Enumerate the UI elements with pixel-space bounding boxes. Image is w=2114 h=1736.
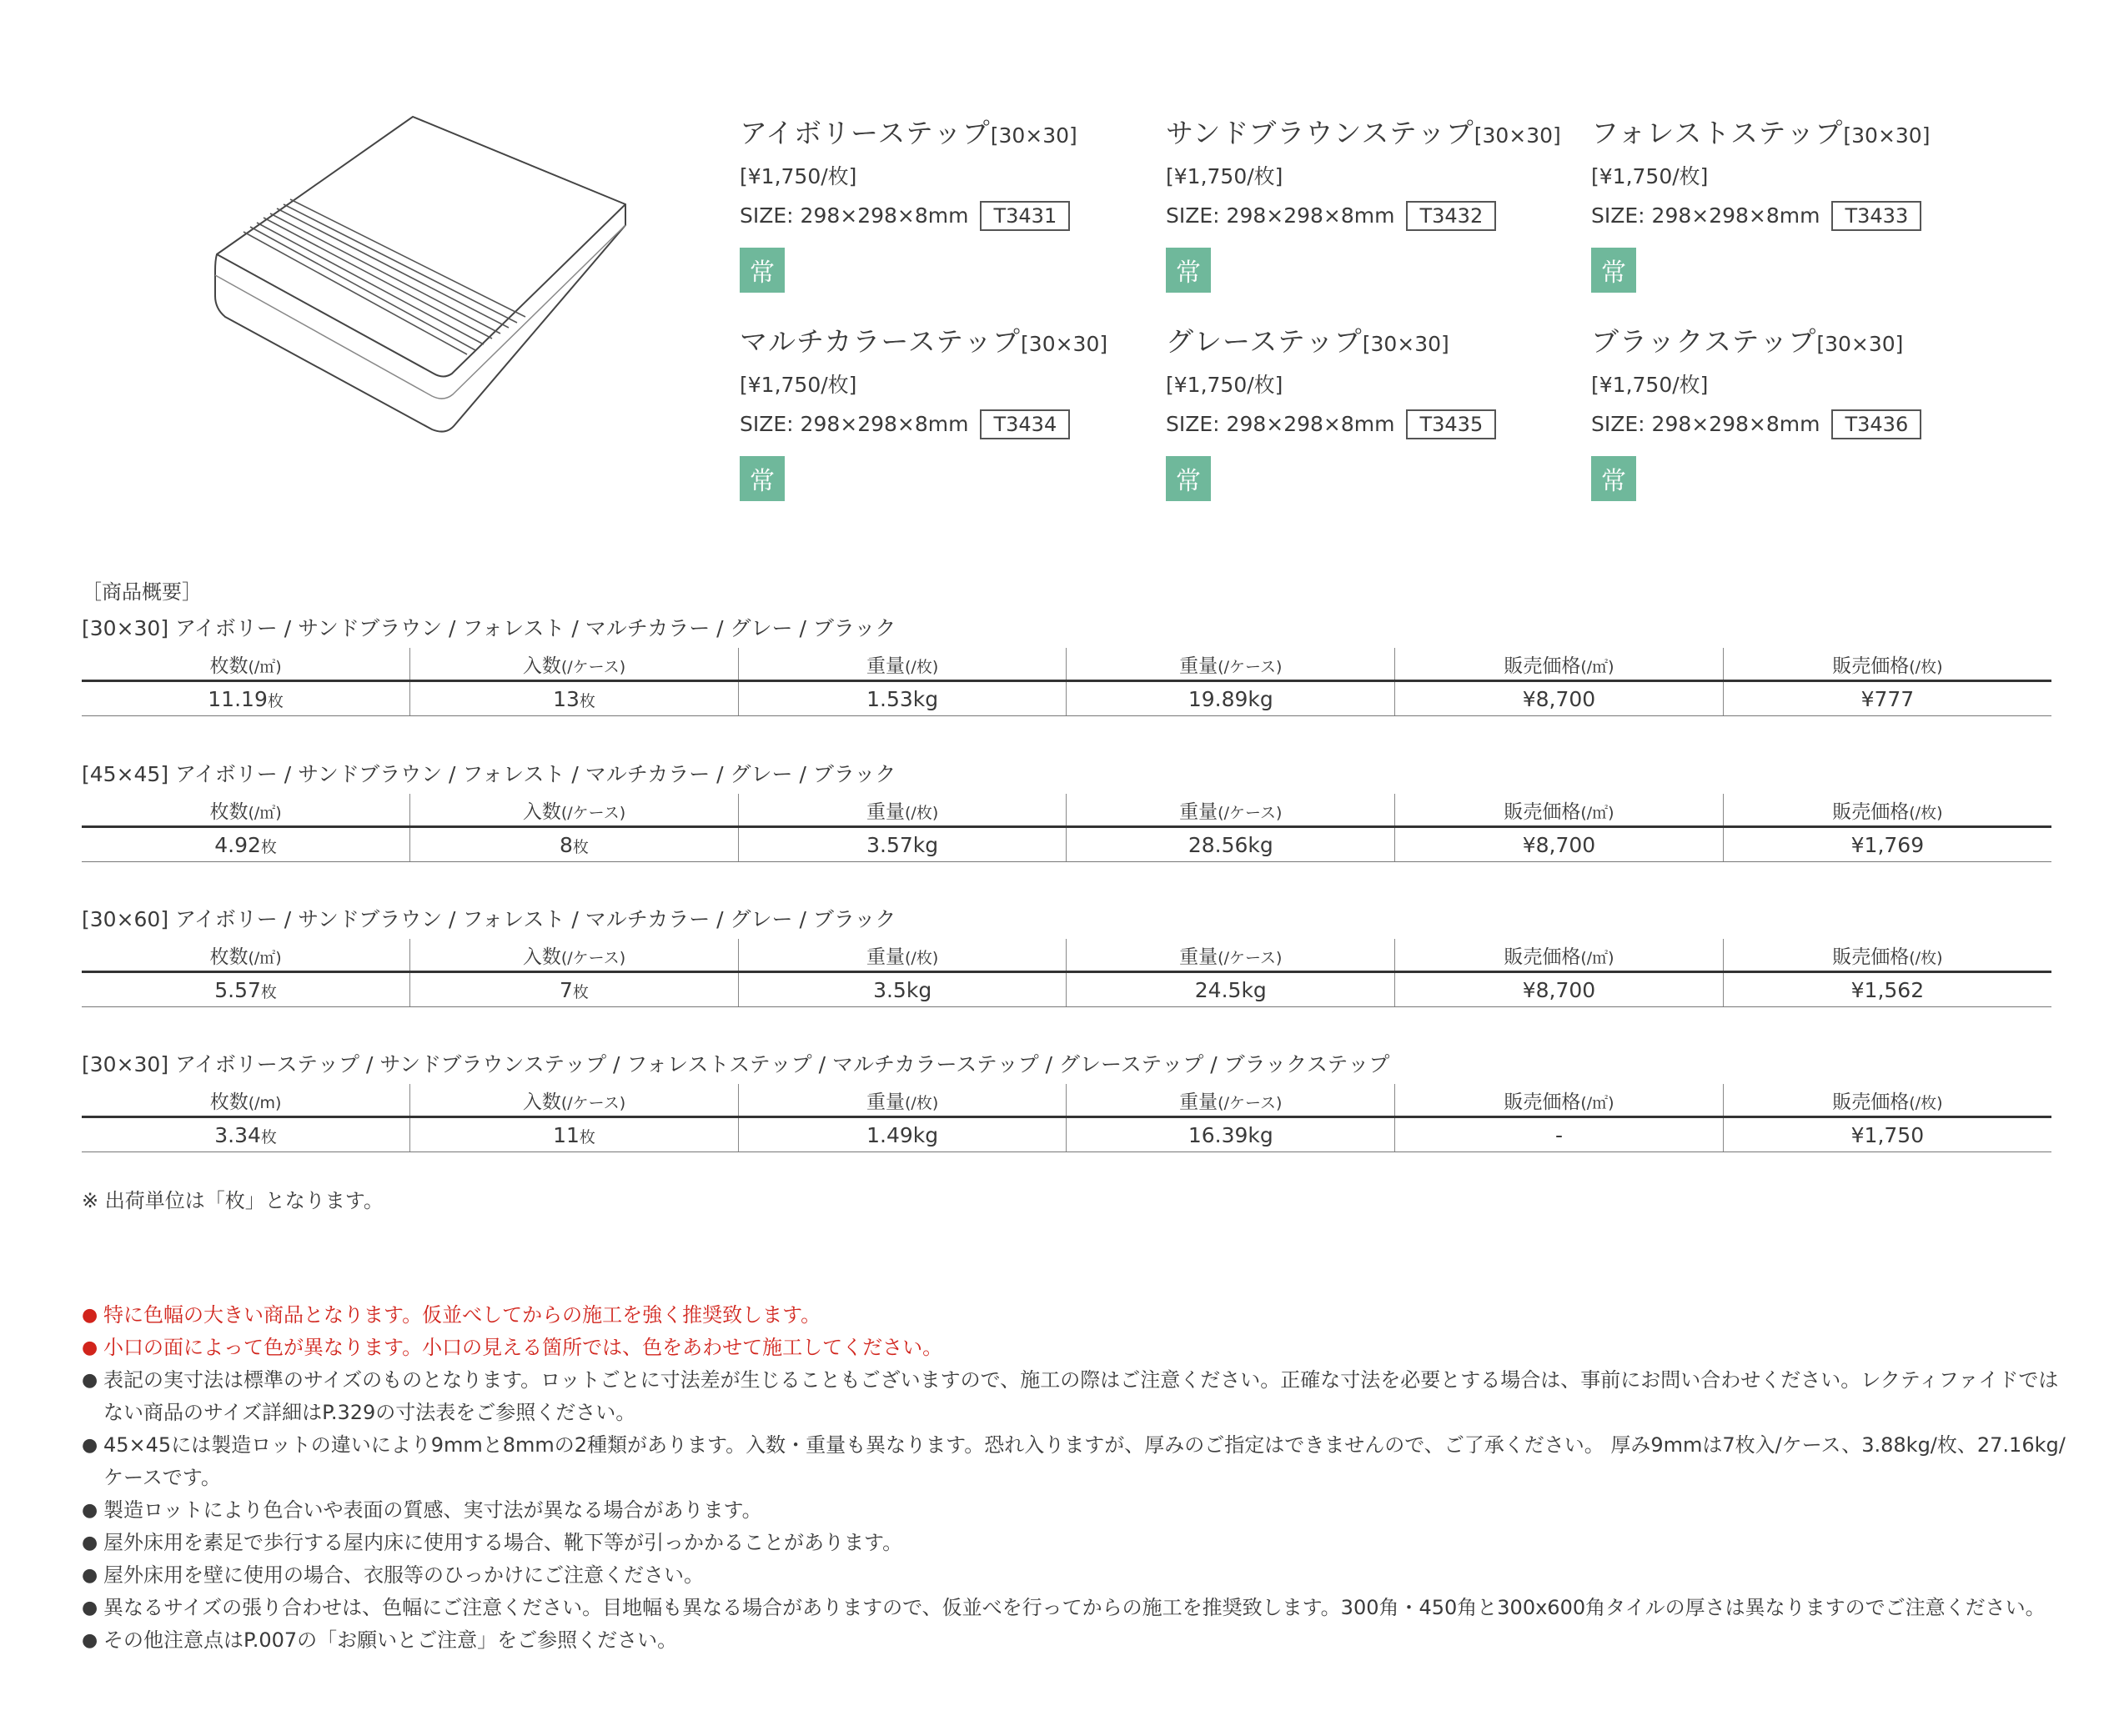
col-header: 重量(/枚) — [738, 648, 1067, 681]
table-cell: ¥777 — [1723, 681, 2051, 716]
product-name: マルチカラーステップ[30×30] — [740, 325, 1108, 358]
col-header: 重量(/ケース) — [1067, 794, 1395, 827]
table-cell: ¥1,562 — [1723, 972, 2051, 1007]
product-price: [¥1,750/枚] — [740, 164, 857, 188]
table-cell: 24.5kg — [1067, 972, 1395, 1007]
product-size: SIZE: 298×298×8mm T3436 — [1591, 409, 2008, 439]
col-header: 重量(/枚) — [738, 939, 1067, 972]
col-header: 重量(/ケース) — [1067, 648, 1395, 681]
col-header: 販売価格(/枚) — [1723, 1084, 2051, 1117]
regular-badge: 常 — [1166, 248, 1211, 293]
table-cell: 4.92枚 — [82, 827, 410, 862]
product-size: SIZE: 298×298×8mm T3435 — [1166, 409, 1583, 439]
table-cell: ¥1,769 — [1723, 827, 2051, 862]
product-multicolor-step — [740, 325, 1157, 501]
spec-table — [82, 648, 2051, 716]
note-item: ● 屋外床用を素足で歩行する屋内床に使用する場合、靴下等が引っかかることがあります。 — [82, 1527, 2066, 1559]
spec-heading: [45×45] アイボリー / サンドブラウン / フォレスト / マルチカラー / グレー / ブラック — [82, 762, 896, 786]
product-forest-step — [1591, 117, 2008, 293]
spec-table — [82, 1084, 2051, 1152]
product-price: [¥1,750/枚] — [1166, 164, 1283, 188]
spec-table-step — [82, 1051, 2051, 1152]
product-size: SIZE: 298×298×8mm T3434 — [740, 409, 1157, 439]
col-header: 販売価格(/㎡) — [1395, 794, 1724, 827]
note-item: ● 特に色幅の大きい商品となります。仮並べしてからの施工を強く推奨致します。 — [82, 1299, 2066, 1332]
note-item: ● 異なるサイズの張り合わせは、色幅にご注意ください。目地幅も異なる場合がありますので、仮並べを行ってからの施工を推奨致します。300角・450角と300x600角タイルの厚さは異なりますのでご注意ください。 — [82, 1592, 2066, 1624]
overview-title: ［商品概要］ — [82, 580, 202, 604]
product-name: サンドブラウンステップ[30×30] — [1166, 117, 1561, 149]
caution-notes — [82, 1299, 2066, 1657]
col-header: 重量(/ケース) — [1067, 939, 1395, 972]
product-name: グレーステップ[30×30] — [1166, 325, 1449, 358]
regular-badge: 常 — [740, 456, 785, 501]
spec-heading: [30×30] アイボリーステップ / サンドブラウンステップ / フォレストステップ / マルチカラーステップ / グレーステップ / ブラックステップ — [82, 1052, 1390, 1076]
product-code: T3434 — [980, 409, 1070, 439]
col-header: 販売価格(/枚) — [1723, 648, 2051, 681]
col-header: 販売価格(/枚) — [1723, 794, 2051, 827]
col-header: 入数(/ケース) — [410, 1084, 739, 1117]
table-cell: 7枚 — [410, 972, 739, 1007]
product-code: T3432 — [1406, 201, 1496, 231]
col-header: 枚数(/㎡) — [82, 648, 410, 681]
table-cell: 13枚 — [410, 681, 739, 716]
product-size: SIZE: 298×298×8mm T3431 — [740, 201, 1157, 231]
spec-table — [82, 939, 2051, 1007]
table-cell: 11枚 — [410, 1117, 739, 1152]
product-size: SIZE: 298×298×8mm T3432 — [1166, 201, 1583, 231]
product-price: [¥1,750/枚] — [1591, 373, 1709, 397]
col-header: 販売価格(/㎡) — [1395, 1084, 1724, 1117]
product-price: [¥1,750/枚] — [740, 373, 857, 397]
col-header: 販売価格(/㎡) — [1395, 648, 1724, 681]
col-header: 重量(/ケース) — [1067, 1084, 1395, 1117]
product-gray-step — [1166, 325, 1583, 501]
col-header: 入数(/ケース) — [410, 794, 739, 827]
product-code: T3436 — [1831, 409, 1921, 439]
spec-table-30x30 — [82, 615, 2051, 716]
table-cell: 11.19枚 — [82, 681, 410, 716]
table-cell: 3.34枚 — [82, 1117, 410, 1152]
shipping-unit-note: ※ 出荷単位は「枚」となります。 — [82, 1189, 384, 1212]
table-cell: 3.5kg — [738, 972, 1067, 1007]
note-item: ● 45×45には製造ロットの違いにより9mmと8mmの2種類があります。入数・重量も異なります。恐れ入りますが、厚みのご指定はできませんので、ご了承ください。 厚み9mmは7枚入/ケース、3.88kg/枚、27.16kg/ケースです。 — [82, 1429, 2066, 1494]
spec-heading: [30×30] アイボリー / サンドブラウン / フォレスト / マルチカラー / グレー / ブラック — [82, 616, 896, 640]
product-ivory-step — [740, 117, 1157, 293]
spec-table-45x45 — [82, 760, 2051, 862]
table-cell: 1.53kg — [738, 681, 1067, 716]
regular-badge: 常 — [1591, 456, 1636, 501]
table-cell: 1.49kg — [738, 1117, 1067, 1152]
col-header: 枚数(/m) — [82, 1084, 410, 1117]
regular-badge: 常 — [1591, 248, 1636, 293]
table-cell: ¥8,700 — [1395, 827, 1724, 862]
table-cell: 28.56kg — [1067, 827, 1395, 862]
product-name: ブラックステップ[30×30] — [1591, 325, 1904, 358]
col-header: 販売価格(/枚) — [1723, 939, 2051, 972]
spec-table-30x60 — [82, 906, 2051, 1007]
regular-badge: 常 — [1166, 456, 1211, 501]
table-cell: ¥8,700 — [1395, 972, 1724, 1007]
table-row — [82, 827, 2051, 862]
note-item: ● 表記の実寸法は標準のサイズのものとなります。ロットごとに寸法差が生じることもございますので、施工の際はご注意ください。正確な寸法を必要とする場合は、事前にお問い合わせください。レクティファイドではない商品のサイズ詳細はP.329の寸法表をご参照ください。 — [82, 1364, 2066, 1429]
note-item: ● 屋外床用を壁に使用の場合、衣服等のひっかけにご注意ください。 — [82, 1559, 2066, 1592]
product-code: T3431 — [980, 201, 1070, 231]
table-cell: 16.39kg — [1067, 1117, 1395, 1152]
product-name: アイボリーステップ[30×30] — [740, 117, 1077, 149]
product-price: [¥1,750/枚] — [1591, 164, 1709, 188]
product-black-step — [1591, 325, 2008, 501]
table-cell: 5.57枚 — [82, 972, 410, 1007]
table-cell: - — [1395, 1117, 1724, 1152]
col-header: 枚数(/㎡) — [82, 794, 410, 827]
product-code: T3433 — [1831, 201, 1921, 231]
product-name: フォレストステップ[30×30] — [1591, 117, 1931, 149]
table-row — [82, 972, 2051, 1007]
table-cell: 3.57kg — [738, 827, 1067, 862]
col-header: 販売価格(/㎡) — [1395, 939, 1724, 972]
product-code: T3435 — [1406, 409, 1496, 439]
note-item: ● その他注意点はP.007の「お願いとご注意」をご参照ください。 — [82, 1624, 2066, 1657]
col-header: 重量(/枚) — [738, 1084, 1067, 1117]
regular-badge: 常 — [740, 248, 785, 293]
product-sandbrown-step — [1166, 117, 1583, 293]
col-header: 入数(/ケース) — [410, 648, 739, 681]
note-item: ● 製造ロットにより色合いや表面の質感、実寸法が異なる場合があります。 — [82, 1494, 2066, 1527]
table-cell: ¥8,700 — [1395, 681, 1724, 716]
step-tile-illustration — [200, 108, 642, 442]
table-cell: 19.89kg — [1067, 681, 1395, 716]
table-cell: 8枚 — [410, 827, 739, 862]
table-cell: ¥1,750 — [1723, 1117, 2051, 1152]
col-header: 入数(/ケース) — [410, 939, 739, 972]
note-item: ● 小口の面によって色が異なります。小口の見える箇所では、色をあわせて施工してください。 — [82, 1332, 2066, 1364]
spec-heading: [30×60] アイボリー / サンドブラウン / フォレスト / マルチカラー / グレー / ブラック — [82, 907, 896, 931]
table-row — [82, 681, 2051, 716]
spec-table — [82, 794, 2051, 862]
col-header: 枚数(/㎡) — [82, 939, 410, 972]
col-header: 重量(/枚) — [738, 794, 1067, 827]
table-row — [82, 1117, 2051, 1152]
product-size: SIZE: 298×298×8mm T3433 — [1591, 201, 2008, 231]
product-price: [¥1,750/枚] — [1166, 373, 1283, 397]
